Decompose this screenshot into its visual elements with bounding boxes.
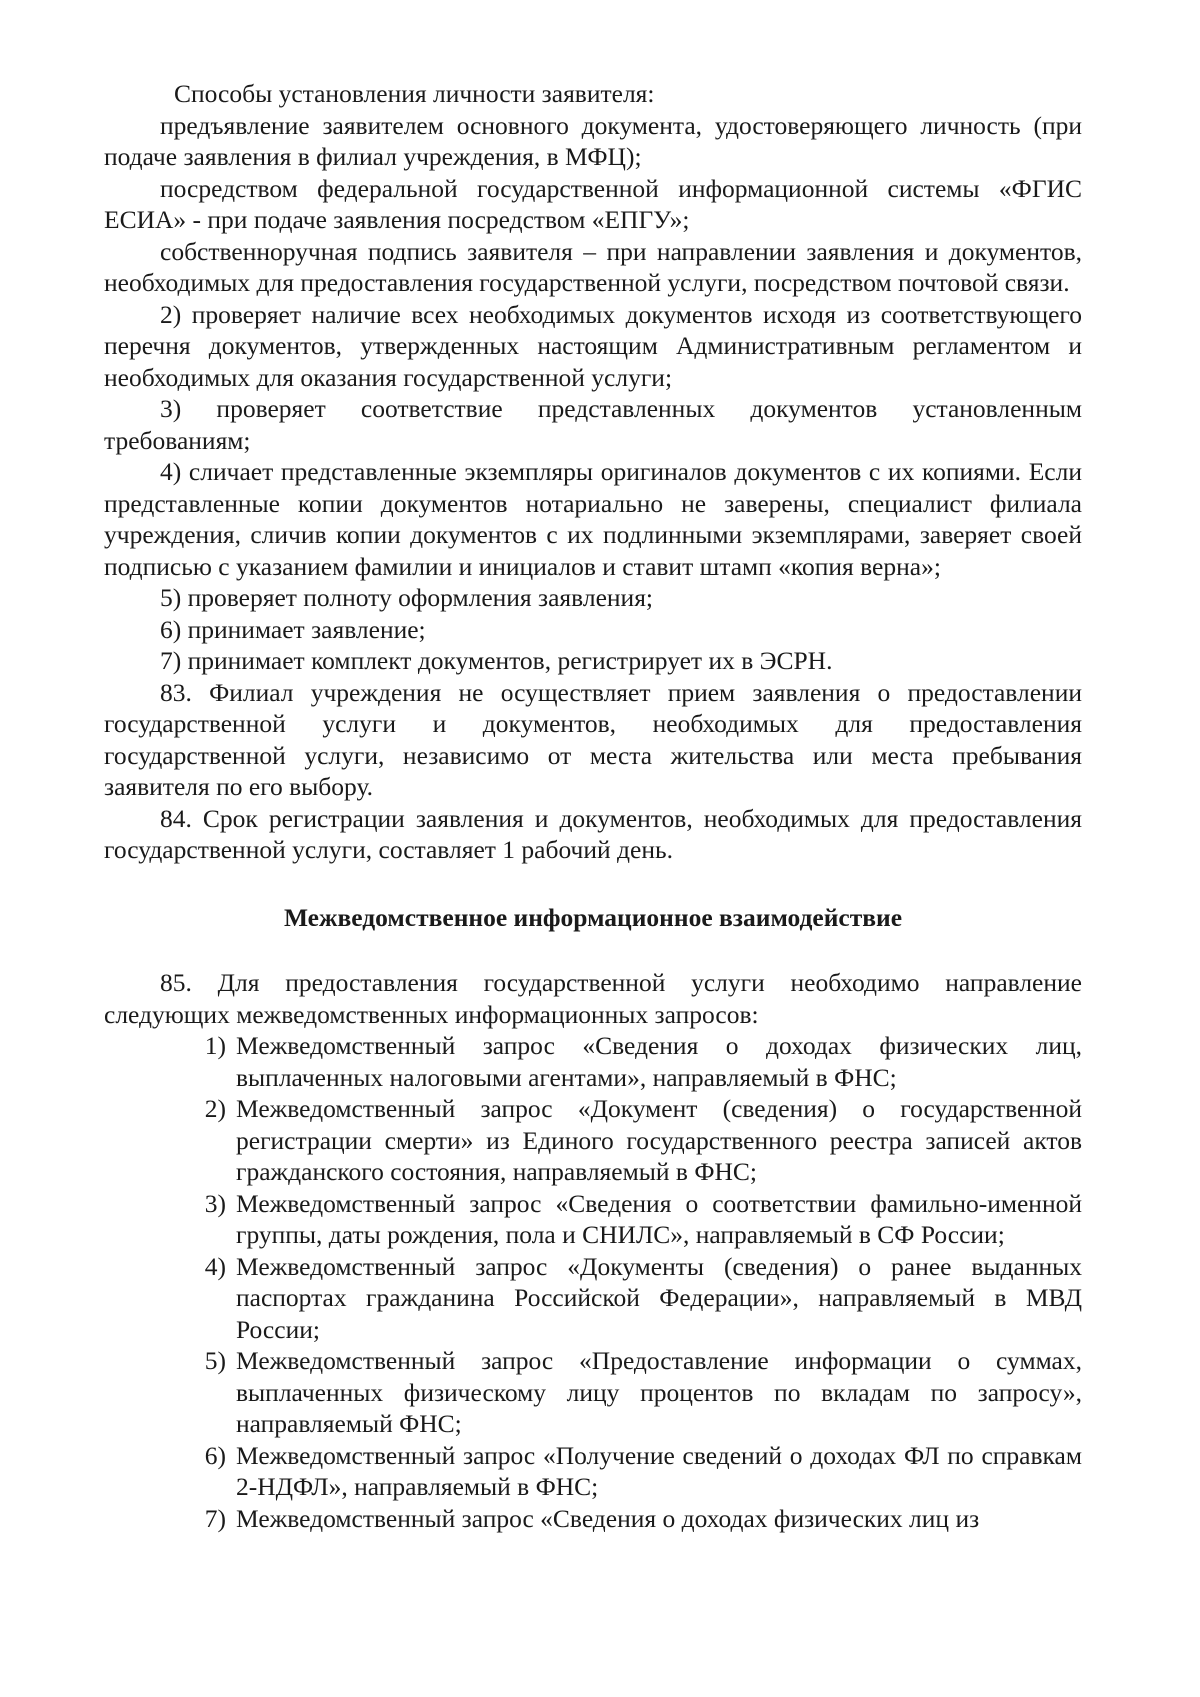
- paragraph-item-4: 4) сличает представленные экземпляры оригиналов документов с их копиями. Если представленные копии документов нотариально не заверены, специалист филиала учреждения, сличив копии документов с их подлинными экземплярами, заверяет своей подписью с указанием фамилии и инициалов и ставит штамп «копия верна»;: [104, 457, 1082, 581]
- list-item-text: Межведомственный запрос «Сведения о доходах физических лиц из: [236, 1503, 980, 1533]
- paragraph-item-5: 5) проверяет полноту оформления заявления;: [160, 583, 654, 612]
- list-item: [182, 1093, 1082, 1188]
- section-heading: Межведомственное информационное взаимодействие: [283, 902, 903, 932]
- paragraph-85: 85. Для предоставления государственной услуги необходимо направление следующих межведомственных информационных запросов:: [104, 968, 1082, 1029]
- paragraph-document-presentation: предъявление заявителем основного документа, удостоверяющего личность (при подаче заявления в филиал учреждения, в МФЦ);: [104, 110, 1082, 171]
- paragraph-item-6: 6) принимает заявление;: [160, 614, 426, 644]
- list-item-text: Межведомственный запрос «Документ (сведения) о государственной регистрации смерти» из Единого государственного реестра записей актов гражданского состояния, направляемый в ФНС;: [236, 1094, 1082, 1186]
- paragraph-84: 84. Срок регистрации заявления и документов, необходимых для предоставления государственной услуги, составляет 1 рабочий день.: [104, 803, 1082, 864]
- paragraph-esia: посредством федеральной государственной информационной системы «ФГИС ЕСИА» - при подаче заявления посредством «ЕПГУ»;: [104, 173, 1082, 234]
- paragraph-item-3: 3) проверяет соответствие представленных документов установленным требованиям;: [104, 394, 1082, 455]
- list-item-number: 2): [204, 1094, 226, 1123]
- list-item: [182, 1440, 1082, 1503]
- list-item-text: Межведомственный запрос «Документы (сведения) о ранее выданных паспортах гражданина Российской Федерации», направляемый в МВД России;: [236, 1251, 1082, 1344]
- list-item: [182, 1251, 1082, 1346]
- paragraph-item-2: 2) проверяет наличие всех необходимых документов исходя из соответствующего перечня документов, утвержденных настоящим Административным регламентом и необходимых для оказания государственной услуги;: [104, 299, 1082, 392]
- list-item-text: Межведомственный запрос «Предоставление информации о суммах, выплаченных физическому лицу процентов по вкладам по запросу», направляемый ФНС;: [236, 1346, 1082, 1438]
- paragraph-item-7: 7) принимает комплект документов, регистрирует их в ЭСРН.: [160, 646, 833, 675]
- list-item-number: 3): [204, 1188, 226, 1218]
- list-item: [182, 1030, 1082, 1093]
- paragraph-identity-methods: Способы установления личности заявителя:: [174, 79, 655, 108]
- paragraph-83: 83. Филиал учреждения не осуществляет прием заявления о предоставлении государственной услуги и документов, необходимых для предоставления государственной услуги, независимо от места жительства или места пребывания заявителя по его выбору.: [104, 677, 1082, 801]
- list-item-text: Межведомственный запрос «Сведения о соответствии фамильно-именной группы, даты рождения, пола и СНИЛС», направляемый в СФ России;: [236, 1188, 1082, 1249]
- list-item-text: Межведомственный запрос «Получение сведений о доходах ФЛ по справкам 2-НДФЛ», направляемый в ФНС;: [236, 1440, 1082, 1501]
- list-item-number: 1): [204, 1031, 226, 1060]
- list-item-text: Межведомственный запрос «Сведения о доходах физических лиц, выплаченных налоговыми агентами», направляемый в ФНС;: [236, 1031, 1082, 1092]
- list-item-number: 6): [204, 1440, 226, 1470]
- list-item-number: 7): [204, 1503, 226, 1533]
- request-list: [104, 1030, 1082, 1534]
- list-item-number: 5): [204, 1346, 226, 1375]
- list-item: [182, 1345, 1082, 1440]
- list-item: [182, 1188, 1082, 1251]
- paragraph-handwritten-signature: собственноручная подпись заявителя – при направлении заявления и документов, необходимых для предоставления государственной услуги, посредством почтовой связи.: [104, 236, 1082, 297]
- list-item-number: 4): [204, 1251, 226, 1281]
- list-item: [182, 1503, 1082, 1535]
